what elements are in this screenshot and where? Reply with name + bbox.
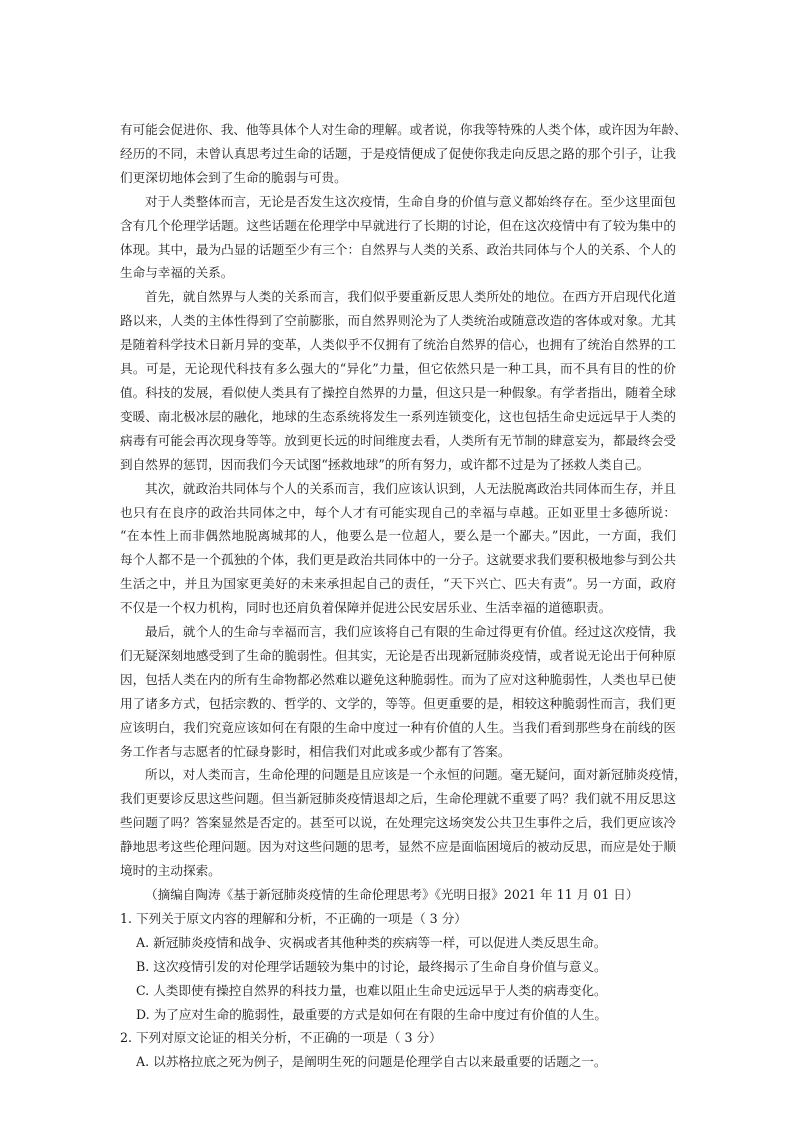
paragraph-intro-continued [120,118,687,190]
question-1-option-c: C. 人类即使有操控自然界的科技力量，也难以阻止生命史远远早于人类的病毒变化。 [136,982,607,998]
article-source-citation: （摘编自陶涛《基于新冠肺炎疫情的生命伦理思考》《光明日报》2021 年 11 月 01 日） [145,887,639,902]
text-line: 们无疑深刻地感受到了生命的脆弱性。但其实，无论是否出现新冠肺炎疫情，或者说无论出于何种原 [120,647,676,663]
text-line: 对于人类整体而言，无论是否发生这次疫情，生命自身的价值与意义都始终存在。至少这里面包 [145,193,676,209]
paragraph-conclusion [120,763,687,883]
text-line: 路以来，人类的主体性得到了空前膨胀，而自然界则沦为了人类统治或随意改造的客体或对象。尤其 [120,313,676,329]
paragraph-nature-and-humans [120,285,676,476]
text-line: 体现。其中，最为凸显的话题至少有三个：自然界与人类的关系、政治共同体与个人的关系、个人的 [120,241,676,257]
text-line: 静地思考这些伦理问题。因为对这些问题的思考，显然不应是面临困境后的被动反思，而应是处于顺 [120,839,676,855]
text-line: 含有几个伦理学话题。这些话题在伦理学中早就进行了长期的讨论，但在这次疫情中有了较为集中的 [120,217,676,233]
text-line: “在本性上而非偶然地脱离城邦的人，他要么是一位超人，要么是一个鄙夫。”因此，一方面，我们 [120,528,676,544]
text-line: 我们更要诊反思这些问题。但当新冠肺炎疫情退却之后，生命伦理就不重要了吗？我们就不用反思这 [120,791,676,807]
text-line: 最后，就个人的生命与幸福而言，我们应该将自己有限的生命过得更有价值。经过这次疫情，我 [145,624,676,640]
question-1-stem: 1. 下列关于原文内容的理解和分析，不正确的一项是（ 3 分） [120,910,467,926]
text-line: 应该明白，我们究竟应该如何在有限的生命中度过一种有价值的人生。当我们看到那些身在前线的医 [120,719,676,735]
question-1-option-a: A. 新冠肺炎疫情和战争、灾祸或者其他种类的疾病等一样，可以促进人类反思生命。 [136,934,607,950]
text-line: 到自然界的惩罚，因而我们今天试图“拯救地球”的所有努力，或许都不过是为了拯救人类自己。 [120,456,650,472]
text-line: 生命与幸福的关系。 [120,265,234,281]
reading-passage [120,118,687,1074]
question-2-stem: 2. 下列对原文论证的相关分析，不正确的一项是（ 3 分） [120,1030,442,1046]
text-line: 生活之中，并且为国家更美好的未来承担起自己的责任，“天下兴亡、匹夫有责”。另一方面，政府 [120,576,676,592]
text-line: 经历的不同，未曾认真思考过生命的话题，于是疫情便成了促使你我走向反思之路的那个引子，让我 [120,145,676,161]
text-line: 所以，对人类而言，生命伦理的问题是且应该是一个永恒的问题。毫无疑问，面对新冠肺炎疫情， [145,767,687,783]
text-line: 有可能会促进你、我、他等具体个人对生命的理解。或者说，你我等特殊的人类个体，或许因为年龄、 [120,122,687,137]
text-line: 是随着科学技术日新月异的变革，人类似乎不仅拥有了统治自然界的信心，也拥有了统治自然界的工 [120,337,676,353]
text-line: 值。科技的发展，看似使人类具有了操控自然界的力量，但这只是一种假象。有学者指出，随着全球 [120,384,676,400]
text-line: 变暖、南北极冰层的融化，地球的生态系统将发生一系列连锁变化，这也包括生命史远远早于人类的 [120,408,676,424]
question-1-option-d: D. 为了应对生命的脆弱性，最重要的方式是如何在有限的生命中度过有价值的人生。 [136,1006,608,1022]
text-line: 境时的主动探索。 [120,863,221,879]
text-line: 些问题了吗？答案显然是否定的。甚至可以说，在处理完这场突发公共卫生事件之后，我们更应该冷 [120,815,676,831]
question-1-option-b: B. 这次疫情引发的对伦理学话题较为集中的讨论，最终揭示了生命自身价值与意义。 [136,958,607,974]
text-line: 每个人都不是一个孤独的个体，我们更是政治共同体中的一分子。这就要求我们要积极地参与到公共 [120,552,676,568]
text-line: 因，包括人类在内的所有生命物都必然难以避免这种脆弱性。而为了应对这种脆弱性，人类也早已使 [120,671,676,687]
text-line: 们更深切地体会到了生命的脆弱与可贵。 [120,169,347,185]
text-line: 首先，就自然界与人类的关系而言，我们似乎要重新反思人类所处的地位。在西方开启现代化道 [145,289,676,305]
text-line: 其次，就政治共同体与个人的关系而言，我们应该认识到，人无法脱离政治共同体而生存，并且 [145,480,676,496]
text-line: 务工作者与志愿者的忙碌身影时，相信我们对此或多或少都有了答案。 [120,743,511,759]
paragraph-polity-and-individual [120,477,676,620]
text-line: 病毒有可能会再次现身等等。放到更长远的时间维度去看，人类所有无节制的肆意妄为，都最终会受 [120,432,676,448]
text-line: 用了诸多方式，包括宗教的、哲学的、文学的，等等。但更重要的是，相较这种脆弱性而言，我们更 [120,695,676,711]
paragraph-human-whole [120,190,676,286]
paragraph-life-and-happiness [120,620,676,763]
question-2-option-a: A. 以苏格拉底之死为例子，是阐明生死的问题是伦理学自古以来最重要的话题之一。 [136,1054,607,1070]
text-line: 不仅是一个权力机构，同时也还肩负着保障并促进公民安居乐业、生活幸福的道德职责。 [120,600,612,616]
text-line: 具。可是，无论现代科技有多么强大的“异化”力量，但它依然只是一种工具，而不具有目的性的价 [120,361,676,377]
text-line: 也只有在良序的政治共同体之中，每个人才有可能实现自己的幸福与卓越。正如亚里士多德所说： [120,504,676,520]
